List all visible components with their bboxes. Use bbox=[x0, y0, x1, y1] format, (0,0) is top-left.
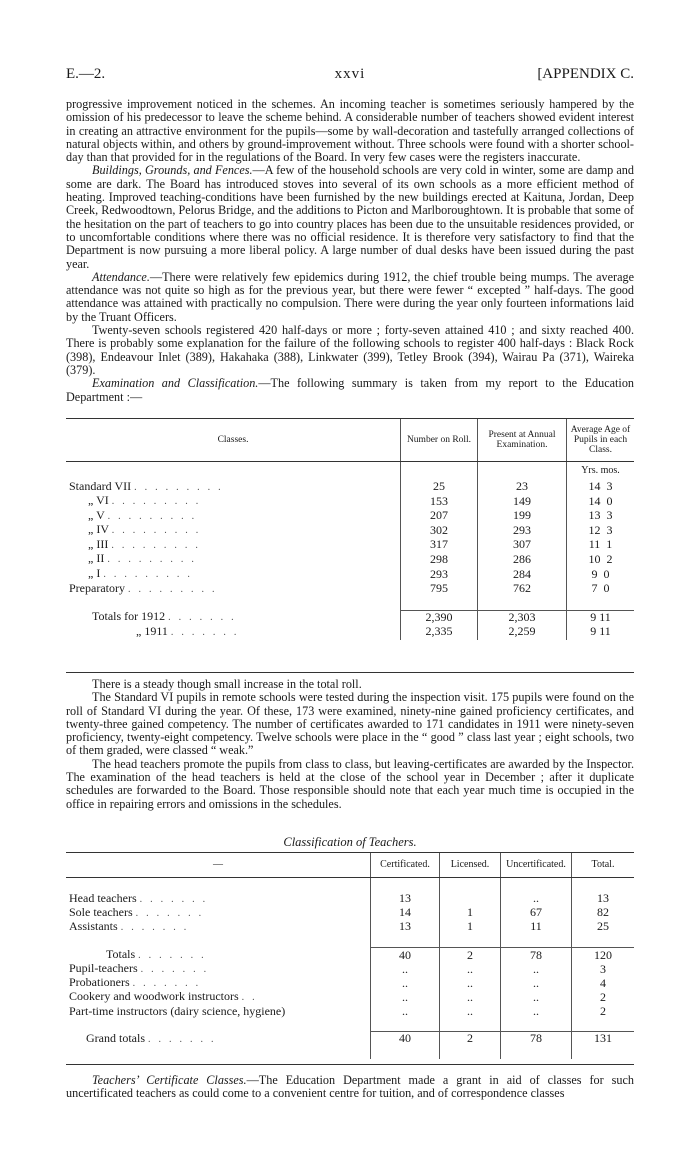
examination-text: —The following summary is taken from my report to the Education Department :— bbox=[66, 376, 635, 404]
row-label: „ V bbox=[88, 507, 105, 522]
grand-totals-row: Grand totals ....... 40 2 78 131 bbox=[66, 1032, 634, 1046]
buildings-paragraph bbox=[66, 164, 634, 270]
header-right: [APPENDIX C. bbox=[537, 66, 634, 82]
age-years: 14 bbox=[588, 479, 601, 493]
total-cell: 2 bbox=[572, 990, 635, 1004]
licensed-cell: .. bbox=[440, 962, 501, 976]
certificated-cell: 40 bbox=[371, 1032, 440, 1046]
roll-cell: 207 bbox=[401, 509, 478, 524]
table-row: „ I ......... 293 284 9 0 bbox=[66, 567, 634, 582]
age-years: 9 bbox=[590, 610, 597, 625]
age-cell bbox=[567, 480, 635, 495]
row-label: „ III bbox=[88, 536, 109, 551]
age-cell bbox=[567, 538, 635, 553]
licensed-cell: .. bbox=[440, 1005, 501, 1018]
table-row: Cookery and woodwork instructors .. .. .. .. 2 bbox=[66, 990, 634, 1004]
present-cell: 293 bbox=[478, 523, 567, 538]
teachers-table-caption: Classification of Teachers. bbox=[283, 835, 417, 849]
col-present: Present at Annual Examination. bbox=[478, 419, 567, 462]
col-total: Total. bbox=[572, 853, 635, 878]
table-row: „ VI ......... 153 149 14 0 bbox=[66, 494, 634, 509]
licensed-cell: .. bbox=[440, 990, 501, 1004]
roll-cell: 25 bbox=[401, 480, 478, 495]
uncertificated-cell: .. bbox=[501, 976, 572, 990]
teachers-table bbox=[66, 852, 634, 1059]
table-row: Sole teachers ....... 14 1 67 82 bbox=[66, 906, 634, 920]
uncertificated-cell: 67 bbox=[501, 906, 572, 920]
age-months: 11 bbox=[599, 624, 611, 639]
col-category: — bbox=[66, 853, 371, 878]
row-label: Assistants bbox=[69, 918, 118, 933]
age-cell bbox=[567, 552, 635, 567]
roll-paragraph: There is a steady though small increase in the total roll. bbox=[92, 677, 362, 691]
age-years: 9 bbox=[590, 624, 597, 639]
row-label: „ IV bbox=[88, 522, 109, 537]
present-cell: 2,259 bbox=[478, 625, 567, 640]
age-months: 0 bbox=[603, 566, 610, 581]
roll-cell: 298 bbox=[401, 552, 478, 567]
buildings-text: —A few of the household schools are very cold in winter, some are damp and some are dark. The Board has introduced stoves into several of its own schools as a more efficient method of heating. Improved teaching-conditions have been furnished by the new buildings erected at Kaituna, Jordan, Deep Creek, Redwoodtown, Pelorus Bridge, and the additions to Picton and Marlboroughtown. It is probable that some of the hesitation on the part of teachers to go into country places has been due to the unsuitable residences provided, or to uncomfortable conditions where there was no official residence. It is therefore very satisfactory to find that the Department is now pursuing a more liberal policy. A large number of dual desks have been issued during the past year. bbox=[66, 163, 634, 271]
examination-paragraph bbox=[66, 377, 634, 404]
table2-bottom-rule bbox=[66, 1064, 634, 1065]
licensed-cell: 1 bbox=[440, 920, 501, 934]
row-label: „ I bbox=[88, 566, 101, 581]
col-roll: Number on Roll. bbox=[401, 419, 478, 462]
age-cell bbox=[567, 625, 635, 640]
certificated-cell: .. bbox=[371, 990, 440, 1004]
age-cell bbox=[567, 610, 635, 625]
col-classes: Classes. bbox=[66, 419, 401, 462]
certificated-cell: 40 bbox=[371, 948, 440, 962]
uncertificated-cell: .. bbox=[501, 990, 572, 1004]
total-cell: 2 bbox=[572, 1005, 635, 1018]
totals-label: Totals for 1912 bbox=[92, 609, 166, 624]
row-label: Pupil-teachers bbox=[69, 961, 138, 975]
row-label: Probationers bbox=[69, 975, 130, 990]
age-years: 9 bbox=[591, 566, 598, 581]
table-row: „ IV ......... 302 293 12 3 bbox=[66, 523, 634, 538]
age-months: 0 bbox=[606, 493, 613, 508]
age-units: Yrs. mos. bbox=[567, 462, 635, 480]
roll-cell: 317 bbox=[401, 538, 478, 553]
age-months: 0 bbox=[603, 581, 610, 596]
totals-row: Totals ....... 40 2 78 120 bbox=[66, 948, 634, 962]
present-cell: 23 bbox=[478, 480, 567, 495]
table-row bbox=[66, 1005, 634, 1018]
certificated-cell: 14 bbox=[371, 906, 440, 920]
col-certificated: Certificated. bbox=[371, 853, 440, 878]
present-cell: 286 bbox=[478, 552, 567, 567]
intro-paragraph-1: progressive improvement noticed in the schemes. An incoming teacher is sometimes seriously hampered by the omission of his predecessor to leave the scheme behind. A considerable number of teachers showed evident interest in creating an attractive environment for the pupils—some by wall-decoration and tastefully arranged collections of natural objects within, and others by ground-improvement without. Three schools were found with a shorter school-day than that provided for in the regulations of the Board. In very few cases were the registers inaccurate. bbox=[66, 97, 634, 165]
age-months: 2 bbox=[606, 551, 613, 566]
table-row: „ II ......... 298 286 10 2 bbox=[66, 552, 634, 567]
table-row: Head teachers ....... 13 .. 13 bbox=[66, 892, 634, 906]
age-cell bbox=[567, 509, 635, 524]
age-cell bbox=[567, 523, 635, 538]
half-days-paragraph: Twenty-seven schools registered 420 half-days or more ; forty-seven attained 410 ; and sixty reached 400. There is probably some explanation for the failure of the following schools to register 400 half-days : Black Rock (398), Endeavour Inlet (389), Hakahaka (388), Linkwater (399), Tetley Brook (394), Wairau Pa (371), Waireka (379). bbox=[66, 323, 634, 377]
row-label: Preparatory bbox=[69, 580, 125, 595]
roll-cell: 2,390 bbox=[401, 610, 478, 625]
table1-bottom-rule bbox=[66, 672, 634, 673]
certificate-classes-heading: Teachers’ Certificate Classes. bbox=[92, 1073, 247, 1087]
page-header bbox=[66, 66, 634, 90]
present-cell: 762 bbox=[478, 582, 567, 597]
age-months: 1 bbox=[606, 537, 613, 552]
attendance-heading: Attendance. bbox=[92, 269, 150, 284]
age-cell bbox=[567, 494, 635, 509]
uncertificated-cell: .. bbox=[501, 1005, 572, 1018]
header-page-number: xxvi bbox=[334, 66, 366, 82]
total-cell: 4 bbox=[572, 976, 635, 990]
licensed-cell: 2 bbox=[440, 948, 501, 962]
row-label: Sole teachers bbox=[69, 904, 133, 919]
middle-section bbox=[66, 678, 634, 811]
age-years: 11 bbox=[588, 537, 601, 552]
classes-table bbox=[66, 418, 634, 640]
roll-cell: 795 bbox=[401, 582, 478, 597]
licensed-cell: .. bbox=[440, 976, 501, 990]
total-cell: 131 bbox=[572, 1032, 635, 1046]
totals-row: „ 1911 ....... 2,335 2,259 9 11 bbox=[66, 625, 634, 640]
age-months: 3 bbox=[606, 508, 613, 523]
row-label: Part-time instructors (dairy science, hygiene) bbox=[69, 1003, 286, 1018]
attendance-text: —There were relatively few epidemics during 1912, the chief trouble being mumps. The average attendance was not quite so high as for the previous year, but there were fewer “ excepted ” half-days. The good attendance was attained with practically no compulsion. There were during the year only fourteen informations laid by the Truant Officers. bbox=[66, 269, 634, 324]
header-left: E.—2. bbox=[66, 66, 106, 82]
standard-vi-paragraph: The Standard VI pupils in remote schools were tested during the inspection visit. 175 pupils were found on the roll of Standard VI during the year. Of these, 173 were examined, ninety-nine gained proficiency certificates, and twenty-three gained competency. The number of certificates awarded to 171 candidates in 1911 were ninety-seven proficiency, twenty-eight competency. Twelve schools were place in the “ good ” class last year ; eight schools, two of them graded, were classed “ weak.” bbox=[66, 690, 634, 758]
certificate-classes-text: —The Education Department made a grant in aid of classes for such uncertificated teachers as could come to a convenient centre for tuition, and of correspondence classes bbox=[66, 1073, 634, 1101]
present-cell: 284 bbox=[478, 567, 567, 582]
row-label: Standard VII bbox=[69, 478, 132, 493]
table-row: „ V ......... 207 199 13 3 bbox=[66, 509, 634, 524]
total-cell: 3 bbox=[572, 962, 635, 976]
closing-section bbox=[66, 1074, 634, 1101]
attendance-paragraph bbox=[66, 271, 634, 324]
roll-cell: 153 bbox=[401, 494, 478, 509]
total-cell: 120 bbox=[572, 948, 635, 962]
row-label: Head teachers bbox=[69, 890, 137, 905]
totals-label: „ 1911 bbox=[136, 623, 168, 638]
row-label: „ VI bbox=[88, 493, 109, 508]
present-cell: 307 bbox=[478, 538, 567, 553]
table-row: Probationers ....... .. .. .. 4 bbox=[66, 976, 634, 990]
age-months: 11 bbox=[599, 610, 611, 625]
certificated-cell: 13 bbox=[371, 892, 440, 906]
buildings-heading: Buildings, Grounds, and Fences. bbox=[92, 163, 253, 178]
age-years: 10 bbox=[588, 551, 601, 566]
uncertificated-cell: .. bbox=[501, 892, 572, 906]
licensed-cell: 1 bbox=[440, 906, 501, 920]
totals-label: Totals bbox=[106, 946, 136, 961]
roll-cell: 2,335 bbox=[401, 625, 478, 640]
uncertificated-cell: 11 bbox=[501, 920, 572, 934]
age-years: 13 bbox=[588, 508, 601, 523]
row-label: „ II bbox=[88, 551, 105, 566]
total-cell: 82 bbox=[572, 906, 635, 920]
roll-cell: 302 bbox=[401, 523, 478, 538]
certificated-cell: 13 bbox=[371, 920, 440, 934]
present-cell: 199 bbox=[478, 509, 567, 524]
table-row: Assistants ....... 13 1 11 25 bbox=[66, 920, 634, 934]
table-row: Pupil-teachers ....... .. .. .. 3 bbox=[66, 962, 634, 976]
age-years: 14 bbox=[588, 493, 601, 508]
grand-totals-label: Grand totals bbox=[86, 1030, 145, 1045]
certificated-cell: .. bbox=[371, 976, 440, 990]
col-licensed: Licensed. bbox=[440, 853, 501, 878]
age-months: 3 bbox=[606, 479, 613, 493]
licensed-cell bbox=[440, 892, 501, 906]
col-age: Average Age of Pupils in each Class. bbox=[567, 419, 635, 462]
licensed-cell: 2 bbox=[440, 1032, 501, 1046]
uncertificated-cell: 78 bbox=[501, 1032, 572, 1046]
examination-heading: Examination and Classification. bbox=[92, 376, 259, 391]
age-years: 7 bbox=[591, 581, 598, 596]
age-cell bbox=[567, 567, 635, 582]
roll-cell: 293 bbox=[401, 567, 478, 582]
present-cell: 2,303 bbox=[478, 610, 567, 625]
age-cell bbox=[567, 582, 635, 597]
col-uncertificated: Uncertificated. bbox=[501, 853, 572, 878]
present-cell: 149 bbox=[478, 494, 567, 509]
age-months: 3 bbox=[606, 522, 613, 537]
row-label: Cookery and woodwork instructors bbox=[69, 989, 239, 1004]
age-years: 12 bbox=[588, 522, 601, 537]
certificated-cell: .. bbox=[371, 1005, 440, 1018]
table-row: „ III ......... 317 307 11 1 bbox=[66, 538, 634, 553]
promotion-paragraph: The head teachers promote the pupils from class to class, but leaving-certificates are awarded by the Inspector. The examination of the head teachers is held at the close of the school year in December ; after it duplicate schedules are forwarded to the Board. Those responsible should note that each year much time is occupied in the office in repairing errors and omissions in the schedules. bbox=[66, 756, 634, 811]
totals-row: Totals for 1912 ....... 2,390 2,303 9 11 bbox=[66, 610, 634, 625]
total-cell: 25 bbox=[572, 920, 635, 934]
certificate-classes-paragraph bbox=[66, 1074, 634, 1101]
table-row: Standard VII ......... 25 23 14 3 bbox=[66, 480, 634, 495]
total-cell: 13 bbox=[572, 892, 635, 906]
certificated-cell: .. bbox=[371, 962, 440, 976]
intro-section bbox=[66, 98, 634, 404]
table-row: Preparatory ......... 795 762 7 0 bbox=[66, 582, 634, 597]
uncertificated-cell: .. bbox=[501, 962, 572, 976]
uncertificated-cell: 78 bbox=[501, 948, 572, 962]
